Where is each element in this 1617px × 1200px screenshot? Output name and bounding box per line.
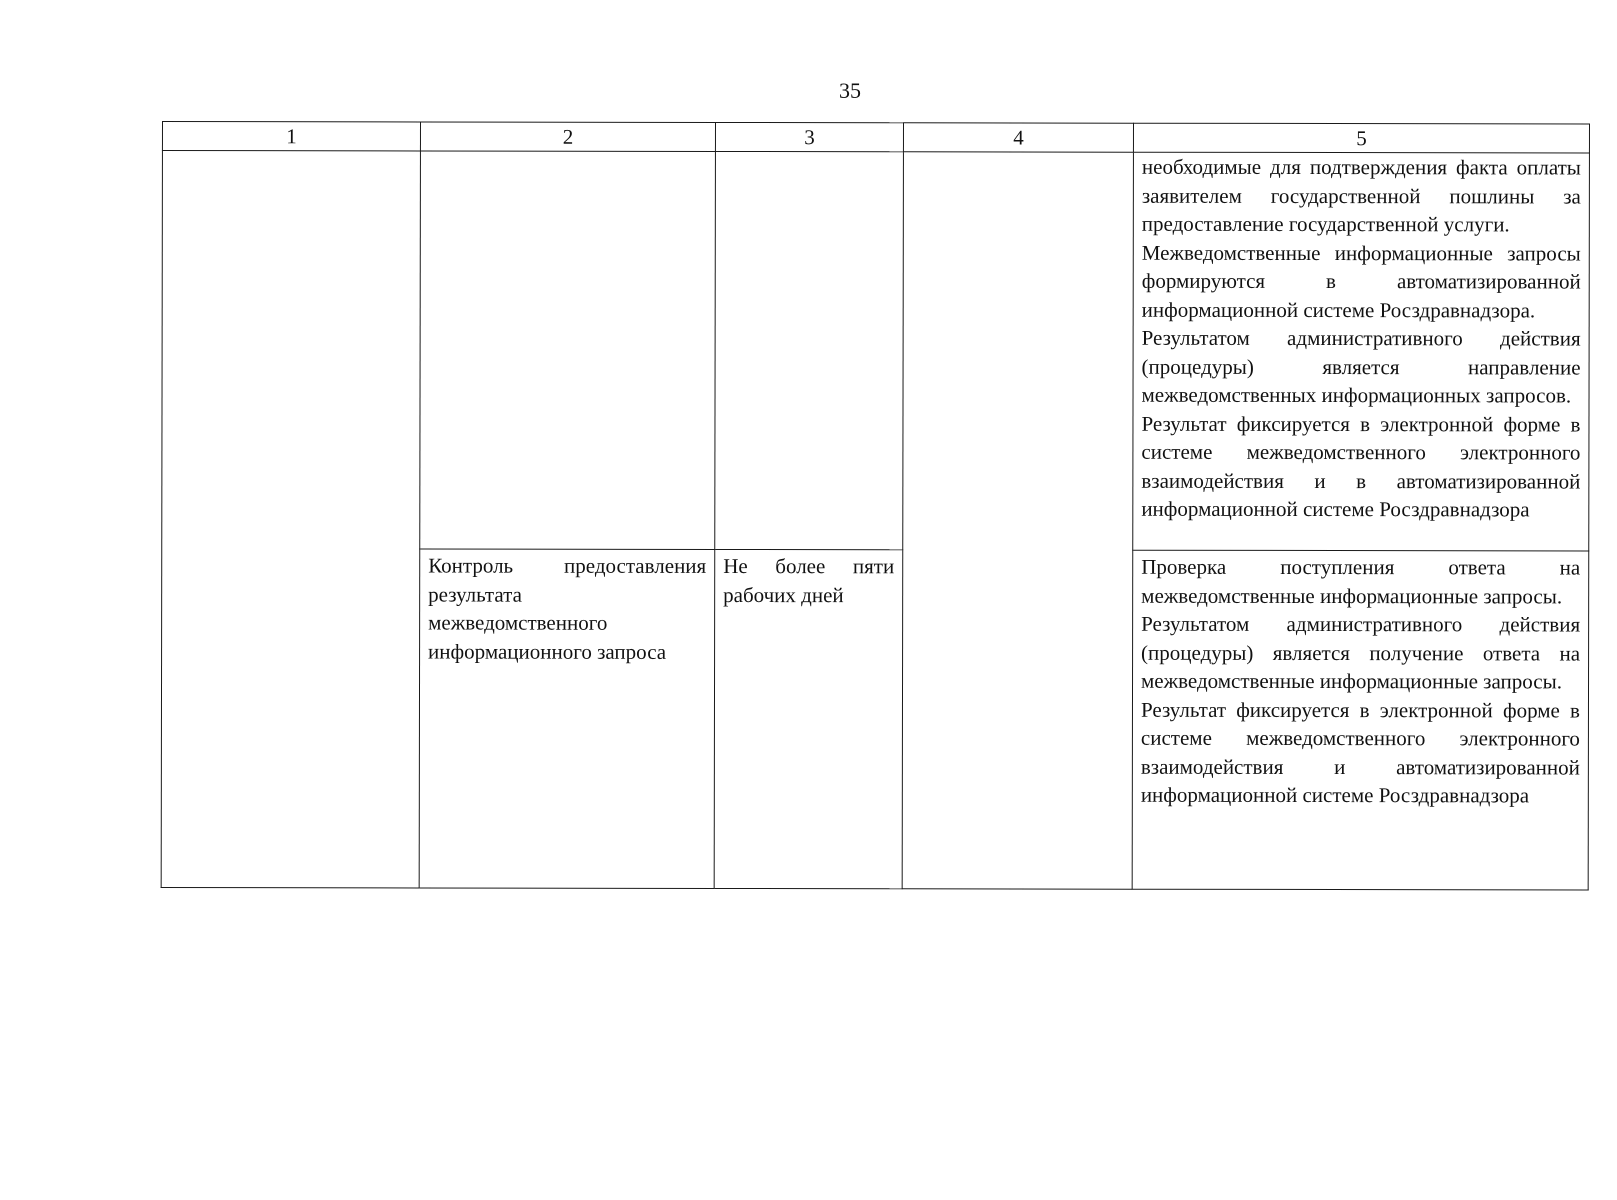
row2-col5-paragraph-1: Проверка поступления ответа на межведомственные информационные запросы. [1141,554,1581,608]
column-header-4: 4 [903,123,1133,152]
procedure-table [161,121,1590,890]
cell-row1-col3-empty [715,151,904,549]
row1-col5-paragraph-3: Результатом административного действия (процедуры) является направление межведомственных информационных запросов. [1141,325,1581,408]
cell-row1-col5 [1133,152,1590,551]
cell-col4-empty [902,152,1133,889]
cell-row2-col3 [714,549,903,888]
row2-col3-text: Не более пяти рабочих дней [723,553,895,607]
row2-col5-paragraph-2: Результатом административного действия (процедуры) является получение ответа на межведомственные информационные запросы. [1141,611,1581,694]
cell-row2-col5 [1132,550,1589,890]
row1-col5-paragraph-4: Результат фиксируется в электронной форме в системе межведомственного электронного взаимодействия и в автоматизированной информационной системе Росздравнадзора [1141,411,1581,522]
column-header-2: 2 [420,122,715,152]
row1-col5-paragraph-1: необходимые для подтверждения факта оплаты заявителем государственной пошлины за предоставление государственной услуги. [1141,154,1581,237]
table-row [162,151,1590,551]
cell-row1-col2-empty [420,151,716,550]
column-header-3: 3 [715,122,903,151]
cell-col1-empty [161,151,420,888]
table-header-row [162,122,1589,153]
page-number [0,78,1617,104]
row2-col5-paragraph-3: Результат фиксируется в электронной форме в системе межведомственного электронного взаимодействия и автоматизированной информационной системе Росздравнадзора [1140,697,1580,808]
row1-col5-paragraph-2: Межведомственные информационные запросы формируются в автоматизированной информационной системе Росздравнадзора. [1141,240,1581,322]
page-number-text: 35 [839,78,861,103]
cell-row2-col2 [419,549,715,889]
row2-col2-text: Контроль предоставления результата межведомственного информационного запроса [428,553,707,664]
column-header-1: 1 [162,122,420,151]
column-header-5: 5 [1133,123,1589,153]
